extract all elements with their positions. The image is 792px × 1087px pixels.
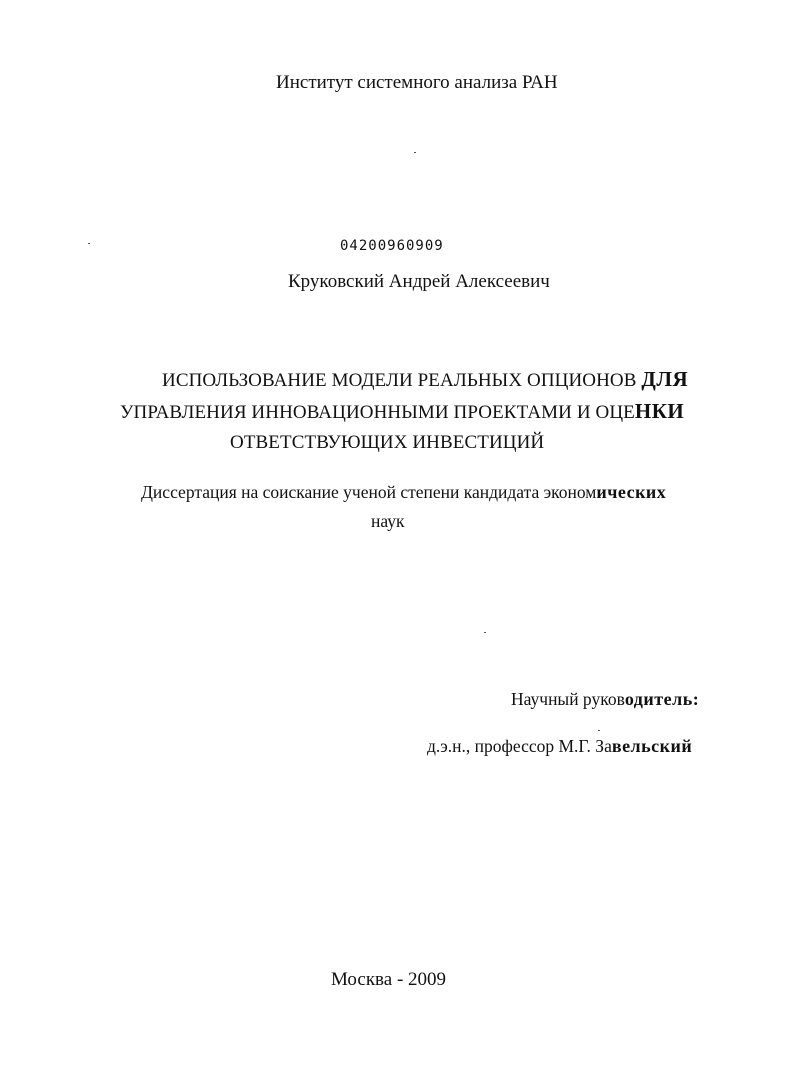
scan-speck: [88, 243, 90, 244]
scan-speck: [598, 730, 600, 731]
city-year: Москва - 2009: [331, 969, 447, 990]
thesis-statement-line-1: [141, 483, 666, 502]
scan-speck: [484, 632, 486, 633]
thesis-line-1-main: Диссертация на соискание ученой степени кандидата эконом: [141, 482, 597, 502]
advisor-name-main: д.э.н., профессор М.Г. За: [427, 736, 612, 756]
title-line-2: [120, 401, 684, 422]
thesis-statement-line-2: наук: [371, 511, 405, 531]
title-line-1-tail: ДЛЯ: [641, 367, 689, 391]
title-line-1: [162, 369, 688, 390]
advisor-label-tail: одитель:: [624, 689, 700, 709]
title-line-1-main: ИСПОЛЬЗОВАНИЕ МОДЕЛИ РЕАЛЬНЫХ ОПЦИОНОВ: [162, 370, 637, 391]
advisor-name: [427, 737, 692, 756]
advisor-label-main: Научный руков: [511, 689, 625, 709]
registration-code: 04200960909: [340, 238, 444, 254]
thesis-line-1-tail: ических: [596, 482, 667, 502]
title-line-2-tail: НКИ: [634, 399, 685, 423]
advisor-label: [511, 690, 699, 709]
advisor-name-tail: вельский: [611, 736, 693, 756]
scan-speck: [414, 152, 416, 153]
title-line-2-main: УПРАВЛЕНИЯ ИННОВАЦИОННЫМИ ПРОЕКТАМИ И ОЦЕ: [120, 402, 635, 423]
author-name: Круковский Андрей Алексеевич: [288, 271, 550, 292]
institute-name: Институт системного анализа РАН: [276, 72, 558, 93]
title-line-3: ОТВЕТСТВУЮЩИХ ИНВЕСТИЦИЙ: [230, 432, 545, 453]
